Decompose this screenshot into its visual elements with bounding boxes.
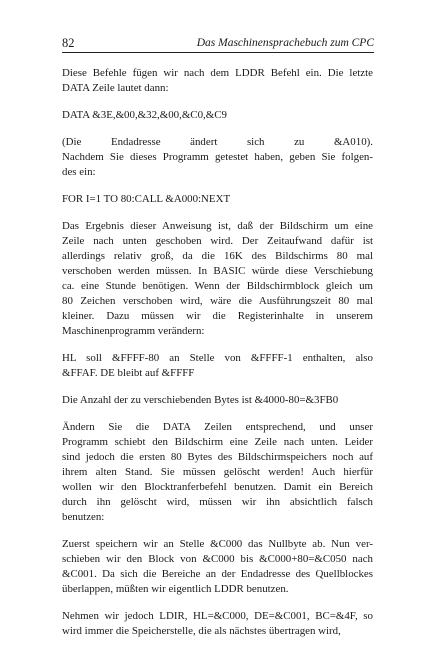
- text-line: ca. eine Stunde benötigen. Wenn der Bildschirmblock gleich um: [62, 280, 373, 292]
- text-line: DATA Zeile lautet dann:: [62, 82, 169, 94]
- text-line: wird immer die Speicherstelle, die als nächstes übertragen wird,: [62, 625, 341, 637]
- text-line: ihrem alten Stand. Sie müssen gelöscht werden! Auch hierfür: [62, 466, 373, 478]
- text-line: benutzen:: [62, 511, 105, 523]
- paragraph: [62, 420, 373, 525]
- text-line: HL soll &FFFF-80 an Stelle von &FFFF-1 enthalten, also: [62, 352, 373, 364]
- text-line: Ändern Sie die DATA Zeilen entsprechend, und unser: [62, 421, 373, 433]
- text-line: durch ihn gelöscht wird, müssen wir ihn absichtlich falsch: [62, 496, 373, 508]
- text-line: Programm schiebt den Bildschirm eine Zeile nach unten. Leider: [62, 436, 373, 448]
- text-line: Das Ergebnis dieser Anweisung ist, daß der Bildschirm um eine: [62, 220, 373, 232]
- paragraph: [62, 351, 373, 381]
- running-title: Das Maschinensprachebuch zum CPC: [196, 37, 374, 49]
- text-line: 80 Zeichen verschoben wird, wäre die Ausführungszeit 80 mal: [62, 295, 373, 307]
- text-line: allerdings relativ groß, da die 16K des Bildschirms 80 mal: [62, 250, 373, 262]
- text-line: Nehmen wir jedoch LDIR, HL=&C000, DE=&C001, BC=&4F, so: [62, 610, 373, 622]
- text-line: Zeile nach unten geschoben wird. Der Zeitaufwand dafür ist: [62, 235, 373, 247]
- text-line: Zuerst speichern wir an Stelle &C000 das Nullbyte ab. Nun ver-: [62, 538, 373, 550]
- text-line: kleiner. Dazu müssen wir die Registerinhalte in unserem: [62, 310, 373, 322]
- text-line: FOR I=1 TO 80:CALL &A000:NEXT: [62, 193, 231, 205]
- text-line: wollen wir den Blocktranferbefehl benutzen. Damit ein Bereich: [62, 481, 373, 493]
- code-line: [62, 192, 373, 207]
- code-line: [62, 108, 373, 123]
- text-line: Nachdem Sie dieses Programm getestet haben, geben Sie folgen-: [62, 151, 373, 163]
- paragraph: [62, 609, 373, 639]
- page-body: [62, 66, 373, 651]
- paragraph: [62, 537, 373, 597]
- text-line: Maschinenprogramm verändern:: [62, 325, 205, 337]
- text-line: Die Anzahl der zu verschiebenden Bytes ist &4000-80=&3FB0: [62, 394, 339, 406]
- paragraph: [62, 135, 373, 180]
- text-line: überlappen, müßten wir eigentlich LDDR benutzen.: [62, 583, 289, 595]
- text-line: (Die Endadresse ändert sich zu &A010).: [62, 136, 373, 148]
- text-line: DATA &3E,&00,&32,&00,&C0,&C9: [62, 109, 227, 121]
- text-line: sind jedoch die ersten 80 Bytes des Bildschirmspeichers noch auf: [62, 451, 373, 463]
- text-line: Diese Befehle fügen wir nach dem LDDR Befehl ein. Die letzte: [62, 67, 373, 79]
- paragraph: [62, 393, 373, 408]
- page-header: [62, 36, 374, 53]
- text-line: &C001. Da sich die Bereiche an der Endadresse des Quellblockes: [62, 568, 373, 580]
- text-line: schieben wir den Block von &C000 bis &C000+80=&C050 nach: [62, 553, 373, 565]
- page-number: 82: [62, 36, 75, 50]
- text-line: &FFAF. DE bleibt auf &FFFF: [62, 367, 195, 379]
- text-line: des ein:: [62, 166, 96, 178]
- paragraph: [62, 219, 373, 339]
- text-line: verschoben werden müssen. In BASIC würde diese Verschiebung: [62, 265, 373, 277]
- paragraph: [62, 66, 373, 96]
